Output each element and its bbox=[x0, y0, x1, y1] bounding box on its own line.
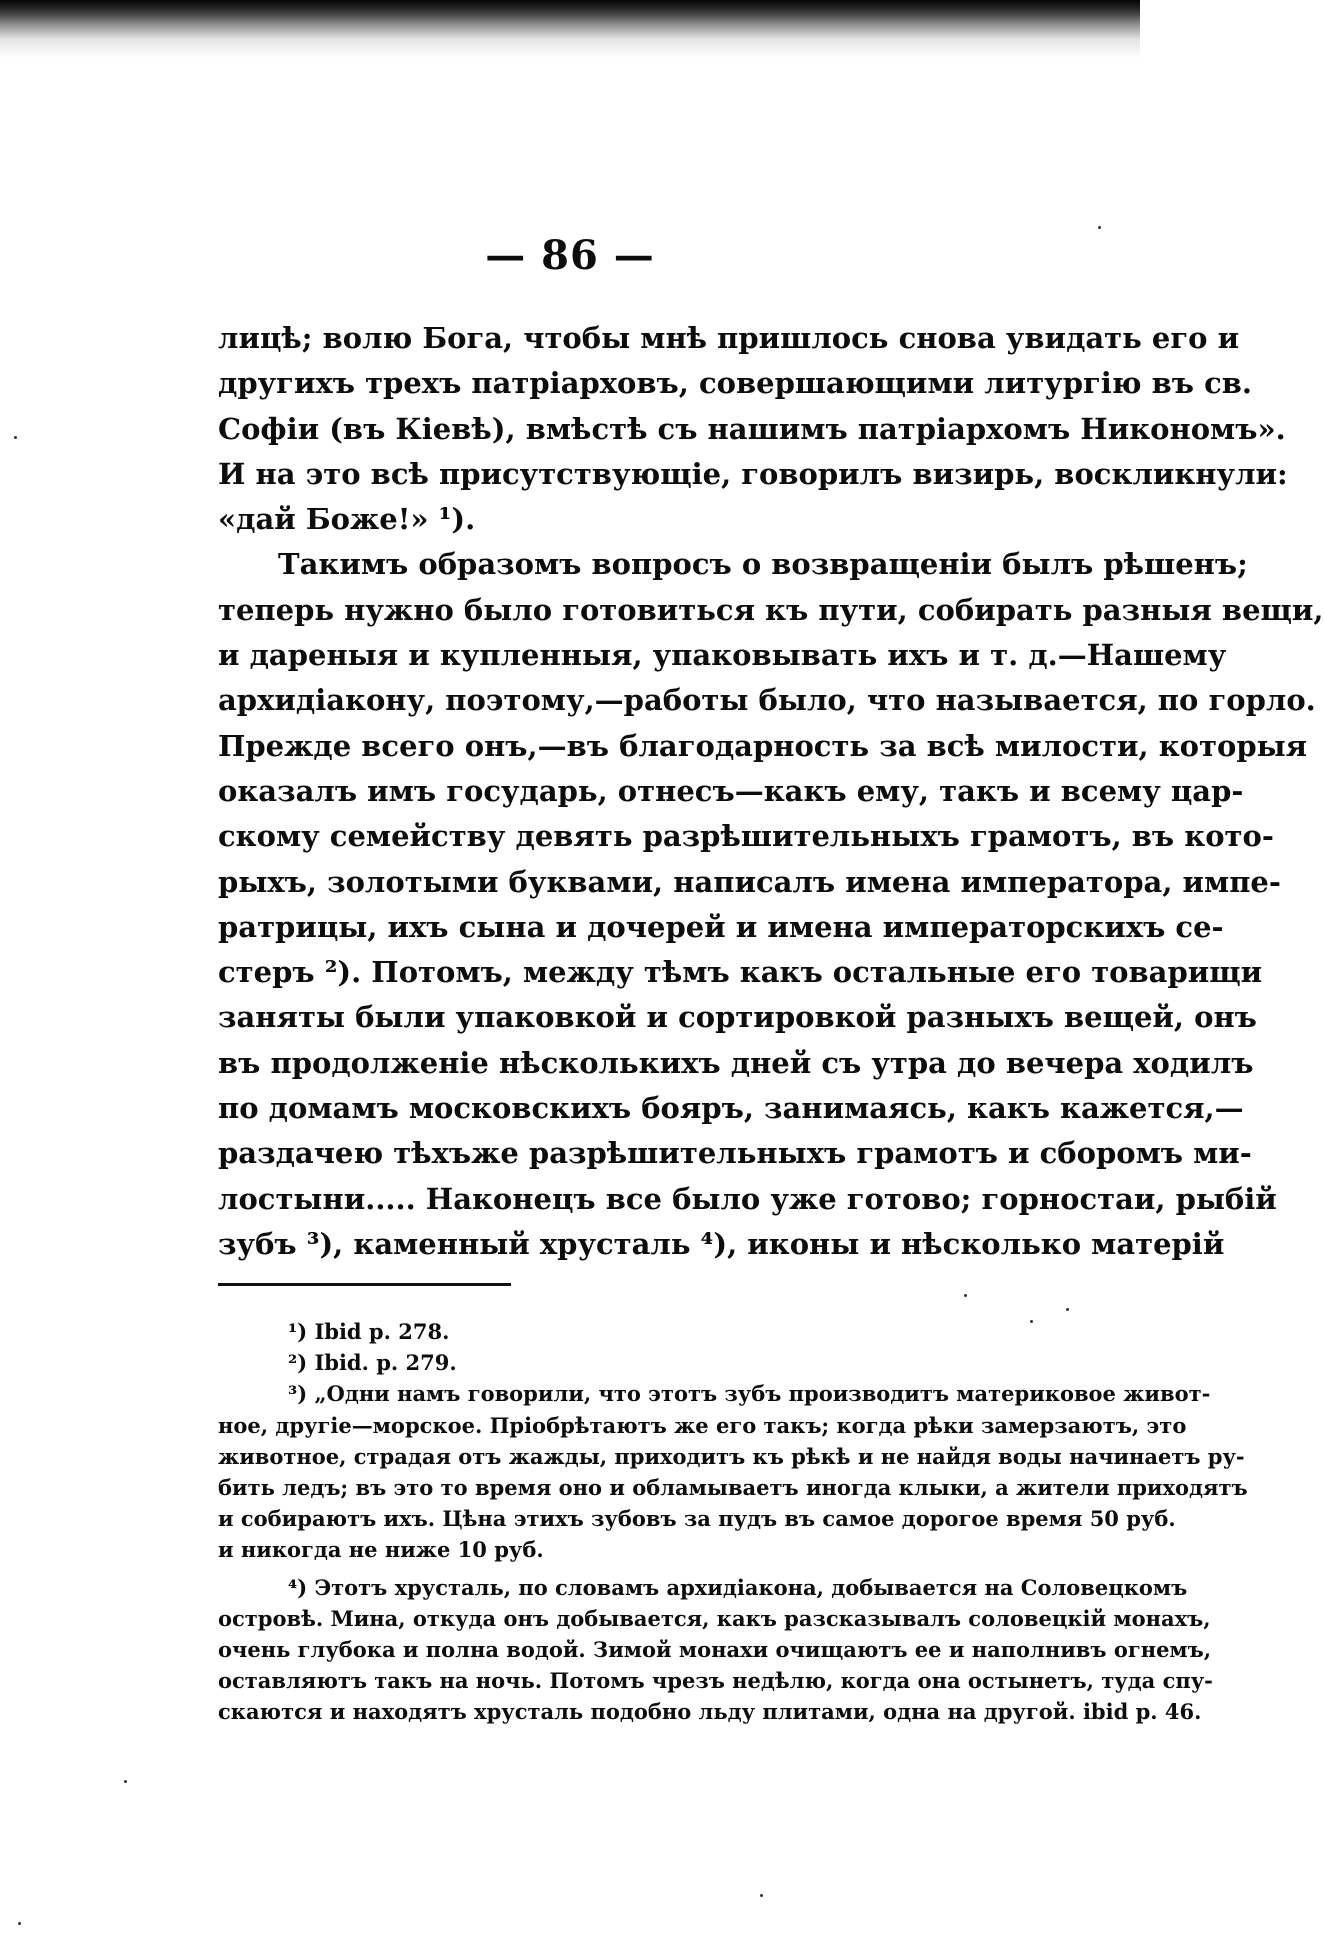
text-line: «дай Боже!» ¹). bbox=[218, 502, 476, 537]
text-line: лостыни..... Наконецъ все было уже готово; горностаи, рыбій bbox=[218, 1181, 1277, 1216]
scan-speck bbox=[18, 1922, 21, 1925]
text-line: теперь нужно было готовиться къ пути, собирать разныя вещи, bbox=[218, 592, 1324, 627]
footnote-3-line: ³) „Одни намъ говорили, что этотъ зубъ производитъ материковое живот- bbox=[288, 1381, 1211, 1407]
footnote-3-line: и собираютъ ихъ. Цѣна этихъ зубовъ за пудъ въ самое дорогое время 50 руб. bbox=[218, 1506, 1176, 1532]
text-line: Прежде всего онъ,—въ благодарность за всѣ милости, которыя bbox=[218, 728, 1308, 763]
text-line: раздачею тѣхъже разрѣшительныхъ грамотъ и сборомъ ми- bbox=[218, 1136, 1252, 1171]
scan-speck bbox=[124, 1780, 127, 1783]
text-line: И на это всѣ присутствующіе, говорилъ визирь, воскликнули: bbox=[218, 456, 1288, 491]
footnote-3-line: и никогда не ниже 10 руб. bbox=[218, 1537, 544, 1563]
text-line: оказалъ имъ государь, отнесъ—какъ ему, такъ и всему цар- bbox=[218, 773, 1244, 808]
text-line: Софіи (въ Кіевѣ), вмѣстѣ съ нашимъ патріархомъ Никономъ». bbox=[218, 411, 1286, 446]
text-line: лицѣ; волю Бога, чтобы мнѣ пришлось снова увидать его и bbox=[218, 321, 1240, 355]
text-line: скому семейству девять разрѣшительныхъ грамотъ, въ кото- bbox=[218, 819, 1274, 854]
scan-speck bbox=[1098, 226, 1101, 229]
footnote-1: ¹) Ibid p. 278. bbox=[288, 1319, 450, 1344]
footnote-4-line: ⁴) Этотъ хрусталь, по словамъ архидіакона, добывается на Соловецкомъ bbox=[288, 1574, 1188, 1600]
scan-speck bbox=[14, 436, 17, 439]
footnote-2: ²) Ibid. p. 279. bbox=[288, 1350, 457, 1376]
footnote-4-line: скаются и находятъ хрусталь подобно льду плитами, одна на другой. ibid p. 46. bbox=[218, 1699, 1202, 1725]
text-line: рыхъ, золотыми буквами, написалъ имена императора, импе- bbox=[218, 864, 1281, 899]
footnote-divider bbox=[218, 1283, 511, 1286]
text-line: стеръ ²). Потомъ, между тѣмъ какъ остальные его товарищи bbox=[218, 955, 1263, 990]
scan-speck bbox=[964, 1294, 967, 1297]
paragraph-start-line: Такимъ образомъ вопросъ о возвращеніи былъ рѣшенъ; bbox=[278, 547, 1248, 582]
main-text bbox=[218, 316, 1324, 1267]
footnote-4-line: оставляютъ такъ на ночь. Потомъ чрезъ недѣлю, когда она остынетъ, туда спу- bbox=[218, 1668, 1213, 1694]
text-line: другихъ трехъ патріарховъ, совершающими литургію въ св. bbox=[218, 366, 1253, 401]
text-line: архидіакону, поэтому,—работы было, что называется, по горло. bbox=[218, 683, 1316, 718]
text-line: и дареныя и купленныя, упаковывать ихъ и т. д.—Нашему bbox=[218, 638, 1227, 673]
footnote-4-line: островѣ. Мина, откуда онъ добывается, какъ разсказывалъ соловецкій монахъ, bbox=[218, 1605, 1211, 1631]
scan-speck bbox=[1030, 1320, 1033, 1323]
footnote-3-line: ное, другіе—морское. Пріобрѣтаютъ же его такъ; когда рѣки замерзаютъ, это bbox=[218, 1412, 1187, 1438]
text-line: заняты были упаковкой и сортировкой разныхъ вещей, онъ bbox=[218, 1000, 1257, 1035]
page-number: — 86 — bbox=[485, 232, 655, 279]
footnote-4-line: очень глубока и полна водой. Зимой монахи очищаютъ ее и наполнивъ огнемъ, bbox=[218, 1636, 1212, 1662]
text-line: въ продолженіе нѣсколькихъ дней съ утра до вечера ходилъ bbox=[218, 1045, 1254, 1080]
scan-speck bbox=[760, 1894, 763, 1897]
text-line: по домамъ московскихъ бояръ, занимаясь, какъ кажется,— bbox=[218, 1091, 1244, 1126]
footnote-3-line: бить ледъ; въ это то время оно и обламываетъ иногда клыки, а жители приходятъ bbox=[218, 1474, 1248, 1500]
scan-speck bbox=[1066, 1308, 1069, 1311]
footnote-3-line: животное, страдая отъ жажды, приходитъ къ рѣкѣ и не найдя воды начинаетъ ру- bbox=[218, 1443, 1245, 1469]
text-line: зубъ ³), каменный хрусталь ⁴), иконы и нѣсколько матерій bbox=[218, 1226, 1225, 1261]
footnotes bbox=[218, 1316, 1248, 1727]
scan-top-edge bbox=[0, 0, 1140, 58]
text-line: ратрицы, ихъ сына и дочерей и имена императорскихъ се- bbox=[218, 909, 1224, 944]
